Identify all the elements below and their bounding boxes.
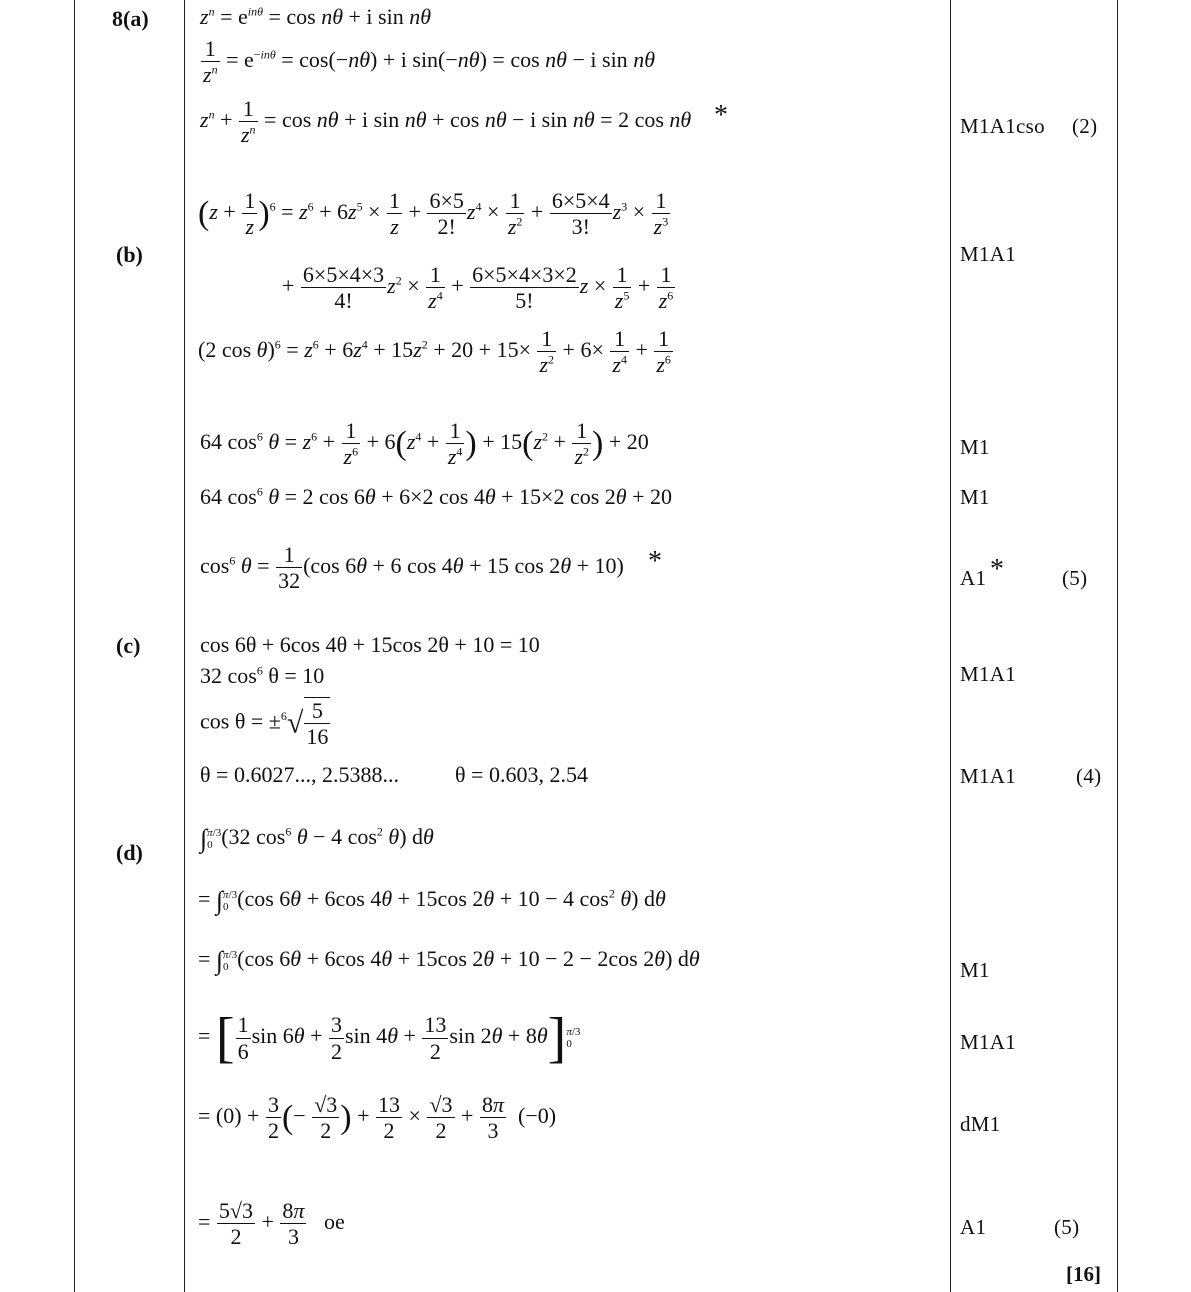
math-line-b1: (z + $\frac{1}{z}$ )$^6 = z^6 + 6z^5$ × $\frac{1}{z}$ + $\frac{6\times 5}{2!}$ $z^4$ × $\frac{1}{z^2}$ + $\frac{6\times 5\times 4}{3!}$ $z^3$ × $\frac{1}{z^3}$	[198, 188, 669, 240]
math-line-b4: 64 $\cos^6 \theta = z^6$ + $\frac{1}{z^6}$ + $6(z^4$ + $\frac{1}{z^4}$ ) + $15(z^2$ + $\frac{1}{z^2}$ ) + 20	[200, 418, 649, 470]
math-line-d5: = (0) + $\frac{3}{2}$ (− $\frac{√3}{2}$ ) + $\frac{13}{2}$ × $\frac{√3}{2}$ + $\frac{8\pi}{3}$ (−0)	[198, 1092, 557, 1144]
math-line-c1: cos 6θ + 6cos 4θ + 15cos 2θ + 10 = 10	[200, 632, 540, 657]
marks-d3: dM1	[960, 1112, 1001, 1136]
math-line-b3: (2 $\cos \theta)^6 = z^6 + 6z^4 + 15z^2 + 20 + 15\times$ $\frac{1}{z^2}$ + 6× $\frac{1}{z^4}$ + $\frac{1}{z^6}$	[198, 326, 671, 378]
math-line-b2: + $\frac{6\times 5\times 4\times 3}{4!}$ $z^2$ × $\frac{1}{z^4}$ + $\frac{6\times 5\times 4\times 3\times 2}{5!}$ z × $\frac{1}{z^5}$ + $\frac{1}{z^6}$	[282, 262, 674, 314]
shown-result-star-b: *	[648, 546, 662, 577]
marks-a: M1A1cso	[960, 114, 1045, 138]
math-line-c2-text: 32 cos	[200, 663, 257, 688]
math-line-b5: 64 $\cos^6 \theta = 2$ cos 6θ + 6×2 cos 4θ + 15×2 cos 2θ + 20	[200, 484, 673, 509]
math-line-c4a: θ = 0.6027..., 2.5388...	[200, 762, 399, 787]
table-border-right	[1117, 0, 1118, 1292]
math-line-d6: = $\frac{5√3}{2}$ + $\frac{8\pi}{3}$ oe	[198, 1198, 345, 1250]
math-line-c4b: θ = 0.603, 2.54	[455, 762, 588, 787]
math-line-d4: = [ $\frac{1}{6}$ sin 6θ + $\frac{3}{2}$ sin 4θ + $\frac{13}{2}$ sin 2θ + 8θ] π/3 0	[198, 1007, 581, 1069]
marks-b2: M1	[960, 435, 990, 459]
marks-b3: M1	[960, 485, 990, 509]
math-line-c3-text: cos θ = ±	[200, 708, 281, 734]
math-line-a2: $\frac{1}{z^n}$ = $e^{-in\theta} = \cos(-n\theta) + i$ sin(−nθ) = cos nθ − i sin nθ	[203, 36, 655, 88]
grand-total: [16]	[1066, 1262, 1101, 1286]
marks-d-total: (5)	[1054, 1215, 1080, 1239]
question-label-a: 8(a)	[112, 6, 149, 31]
math-line-b6: $\cos^6 \theta$ = $\frac{1}{32}$ (cos 6θ + 6 cos 4θ + 15 cos 2θ + 10)	[200, 542, 624, 594]
question-label-d: (d)	[116, 840, 143, 865]
marks-b4: A1	[960, 566, 987, 590]
question-label-c: (c)	[116, 633, 141, 658]
math-line-a1: $z^n = e^{in\theta} = \cos n\theta + i$ sin nθ	[200, 4, 432, 29]
math-line-a3: $z^n$ + $\frac{1}{z^n}$ = cos nθ + i sin nθ + cos nθ − i sin nθ = 2 cos nθ	[200, 96, 692, 148]
marks-c1: M1A1	[960, 662, 1017, 686]
table-border-col3	[950, 0, 951, 1292]
marks-b-total: (5)	[1062, 566, 1088, 590]
marks-a-total: (2)	[1072, 114, 1098, 138]
table-border-col2	[184, 0, 185, 1292]
marks-c-total: (4)	[1076, 764, 1102, 788]
oe-note: oe	[323, 1208, 345, 1234]
marks-d2: M1A1	[960, 1030, 1017, 1054]
shown-result-star-a: *	[714, 100, 728, 131]
math-line-c2: 32 $\cos^6 \theta = 10$	[200, 663, 325, 688]
question-label-b: (b)	[116, 242, 143, 267]
table-border-left	[74, 0, 75, 1292]
marks-d4: A1	[960, 1215, 987, 1239]
math-line-d1: ∫ π/3 0 (32 $\cos^6 \theta - 4$ $\cos^2 \theta$) dθ	[200, 824, 434, 853]
marks-b1: M1A1	[960, 242, 1017, 266]
math-line-c3: cos θ = ±$^6$√ $\frac{5}{16}$	[200, 698, 329, 750]
marks-b4-star: *	[990, 554, 1004, 585]
marks-d1: M1	[960, 958, 990, 982]
math-line-d2: = ∫ π/3 0 (cos 6θ + 6cos 4θ + 15cos 2θ + 10 − 4 $\cos^2 \theta$) dθ	[198, 886, 666, 915]
marks-c2: M1A1	[960, 764, 1017, 788]
math-line-c2-rest: θ = 10	[262, 663, 325, 688]
math-line-d3: = ∫ π/3 0 (cos 6θ + 6cos 4θ + 15cos 2θ + 10 − 2 − 2cos 2θ) dθ	[198, 946, 700, 975]
